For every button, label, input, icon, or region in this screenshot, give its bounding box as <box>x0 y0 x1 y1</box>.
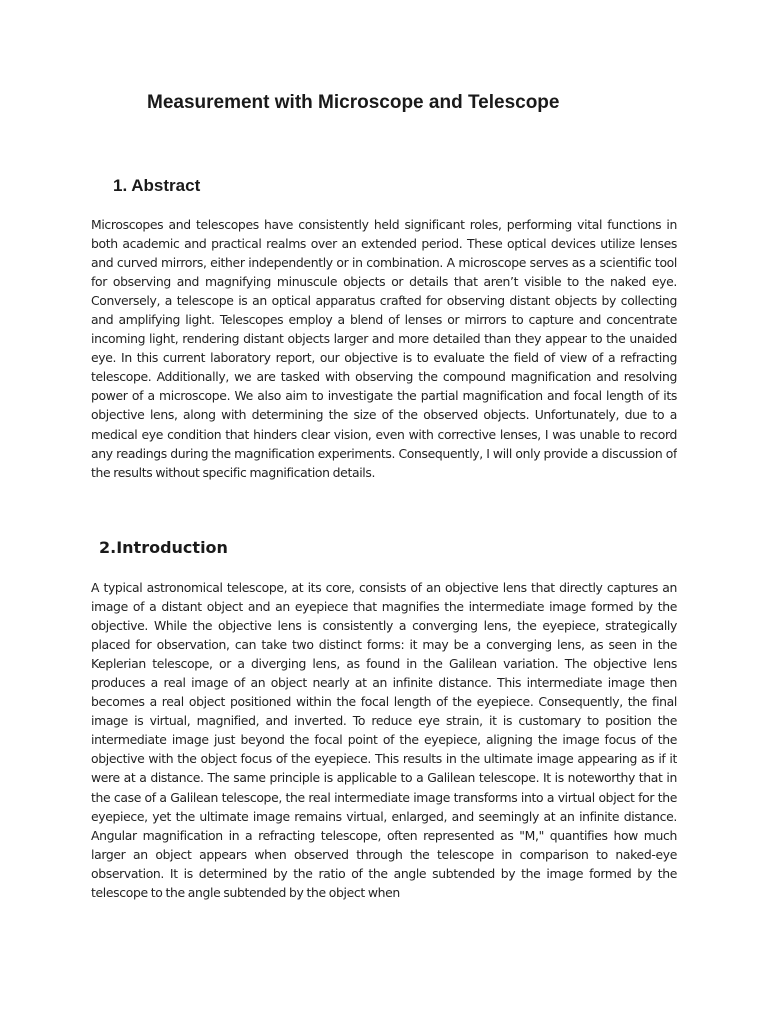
abstract-heading: 1. Abstract <box>113 176 201 195</box>
introduction-paragraph: A typical astronomical telescope, at its core, consists of an objective lens that directly captures an image of a distant object and an eyepiece that magnifies the intermediate image formed by the objective. While the objective lens is consistently a converging lens, the eyepiece, strategically placed for observation, can take two distinct forms: it may be a converging lens, as seen in the Keplerian telescope, or a diverging lens, as found in the Galilean variation. The objective lens produces a real image of an object nearly at an infinite distance. This intermediate image then becomes a real object positioned within the focal length of the eyepiece. Consequently, the final image is virtual, magnified, and inverted. To reduce eye strain, it is customary to position the intermediate image just beyond the focal point of the eyepiece, aligning the image focus of the objective with the object focus of the eyepiece. This results in the ultimate image appearing as if it were at a distance. The same principle is applicable to a Galilean telescope. It is noteworthy that in the case of a Galilean telescope, the real intermediate image transforms into a virtual object for the eyepiece, yet the ultimate image remains virtual, enlarged, and seemingly at an infinite distance. Angular magnification in a refracting telescope, often represented as "M," quantifies how much larger an object appears when observed through the telescope in comparison to naked-eye observation. It is determined by the ratio of the angle subtended by the image formed by the telescope to the angle subtended by the object when <box>91 580 677 900</box>
abstract-paragraph: Microscopes and telescopes have consistently held significant roles, performing vital functions in both academic and practical realms over an extended period. These optical devices utilize lenses and curved mirrors, either independently or in combination. A microscope serves as a scientific tool for observing and magnifying minuscule objects or details that aren’t visible to the naked eye. Conversely, a telescope is an optical apparatus crafted for observing distant objects by collecting and amplifying light. Telescopes employ a blend of lenses or mirrors to capture and concentrate incoming light, rendering distant objects larger and more detailed than they appear to the unaided eye. In this current laboratory report, our objective is to evaluate the field of view of a refracting telescope. Additionally, we are tasked with observing the compound magnification and resolving power of a microscope. We also aim to investigate the partial magnification and focal length of its objective lens, along with determining the size of the observed objects. Unfortunately, due to a medical eye condition that hinders clear vision, even with corrective lenses, I was unable to record any readings during the magnification experiments. Consequently, I will only provide a discussion of the results without specific magnification details. <box>91 217 677 480</box>
introduction-heading: 2.Introduction <box>99 538 228 557</box>
document-title: Measurement with Microscope and Telescope <box>147 92 560 113</box>
